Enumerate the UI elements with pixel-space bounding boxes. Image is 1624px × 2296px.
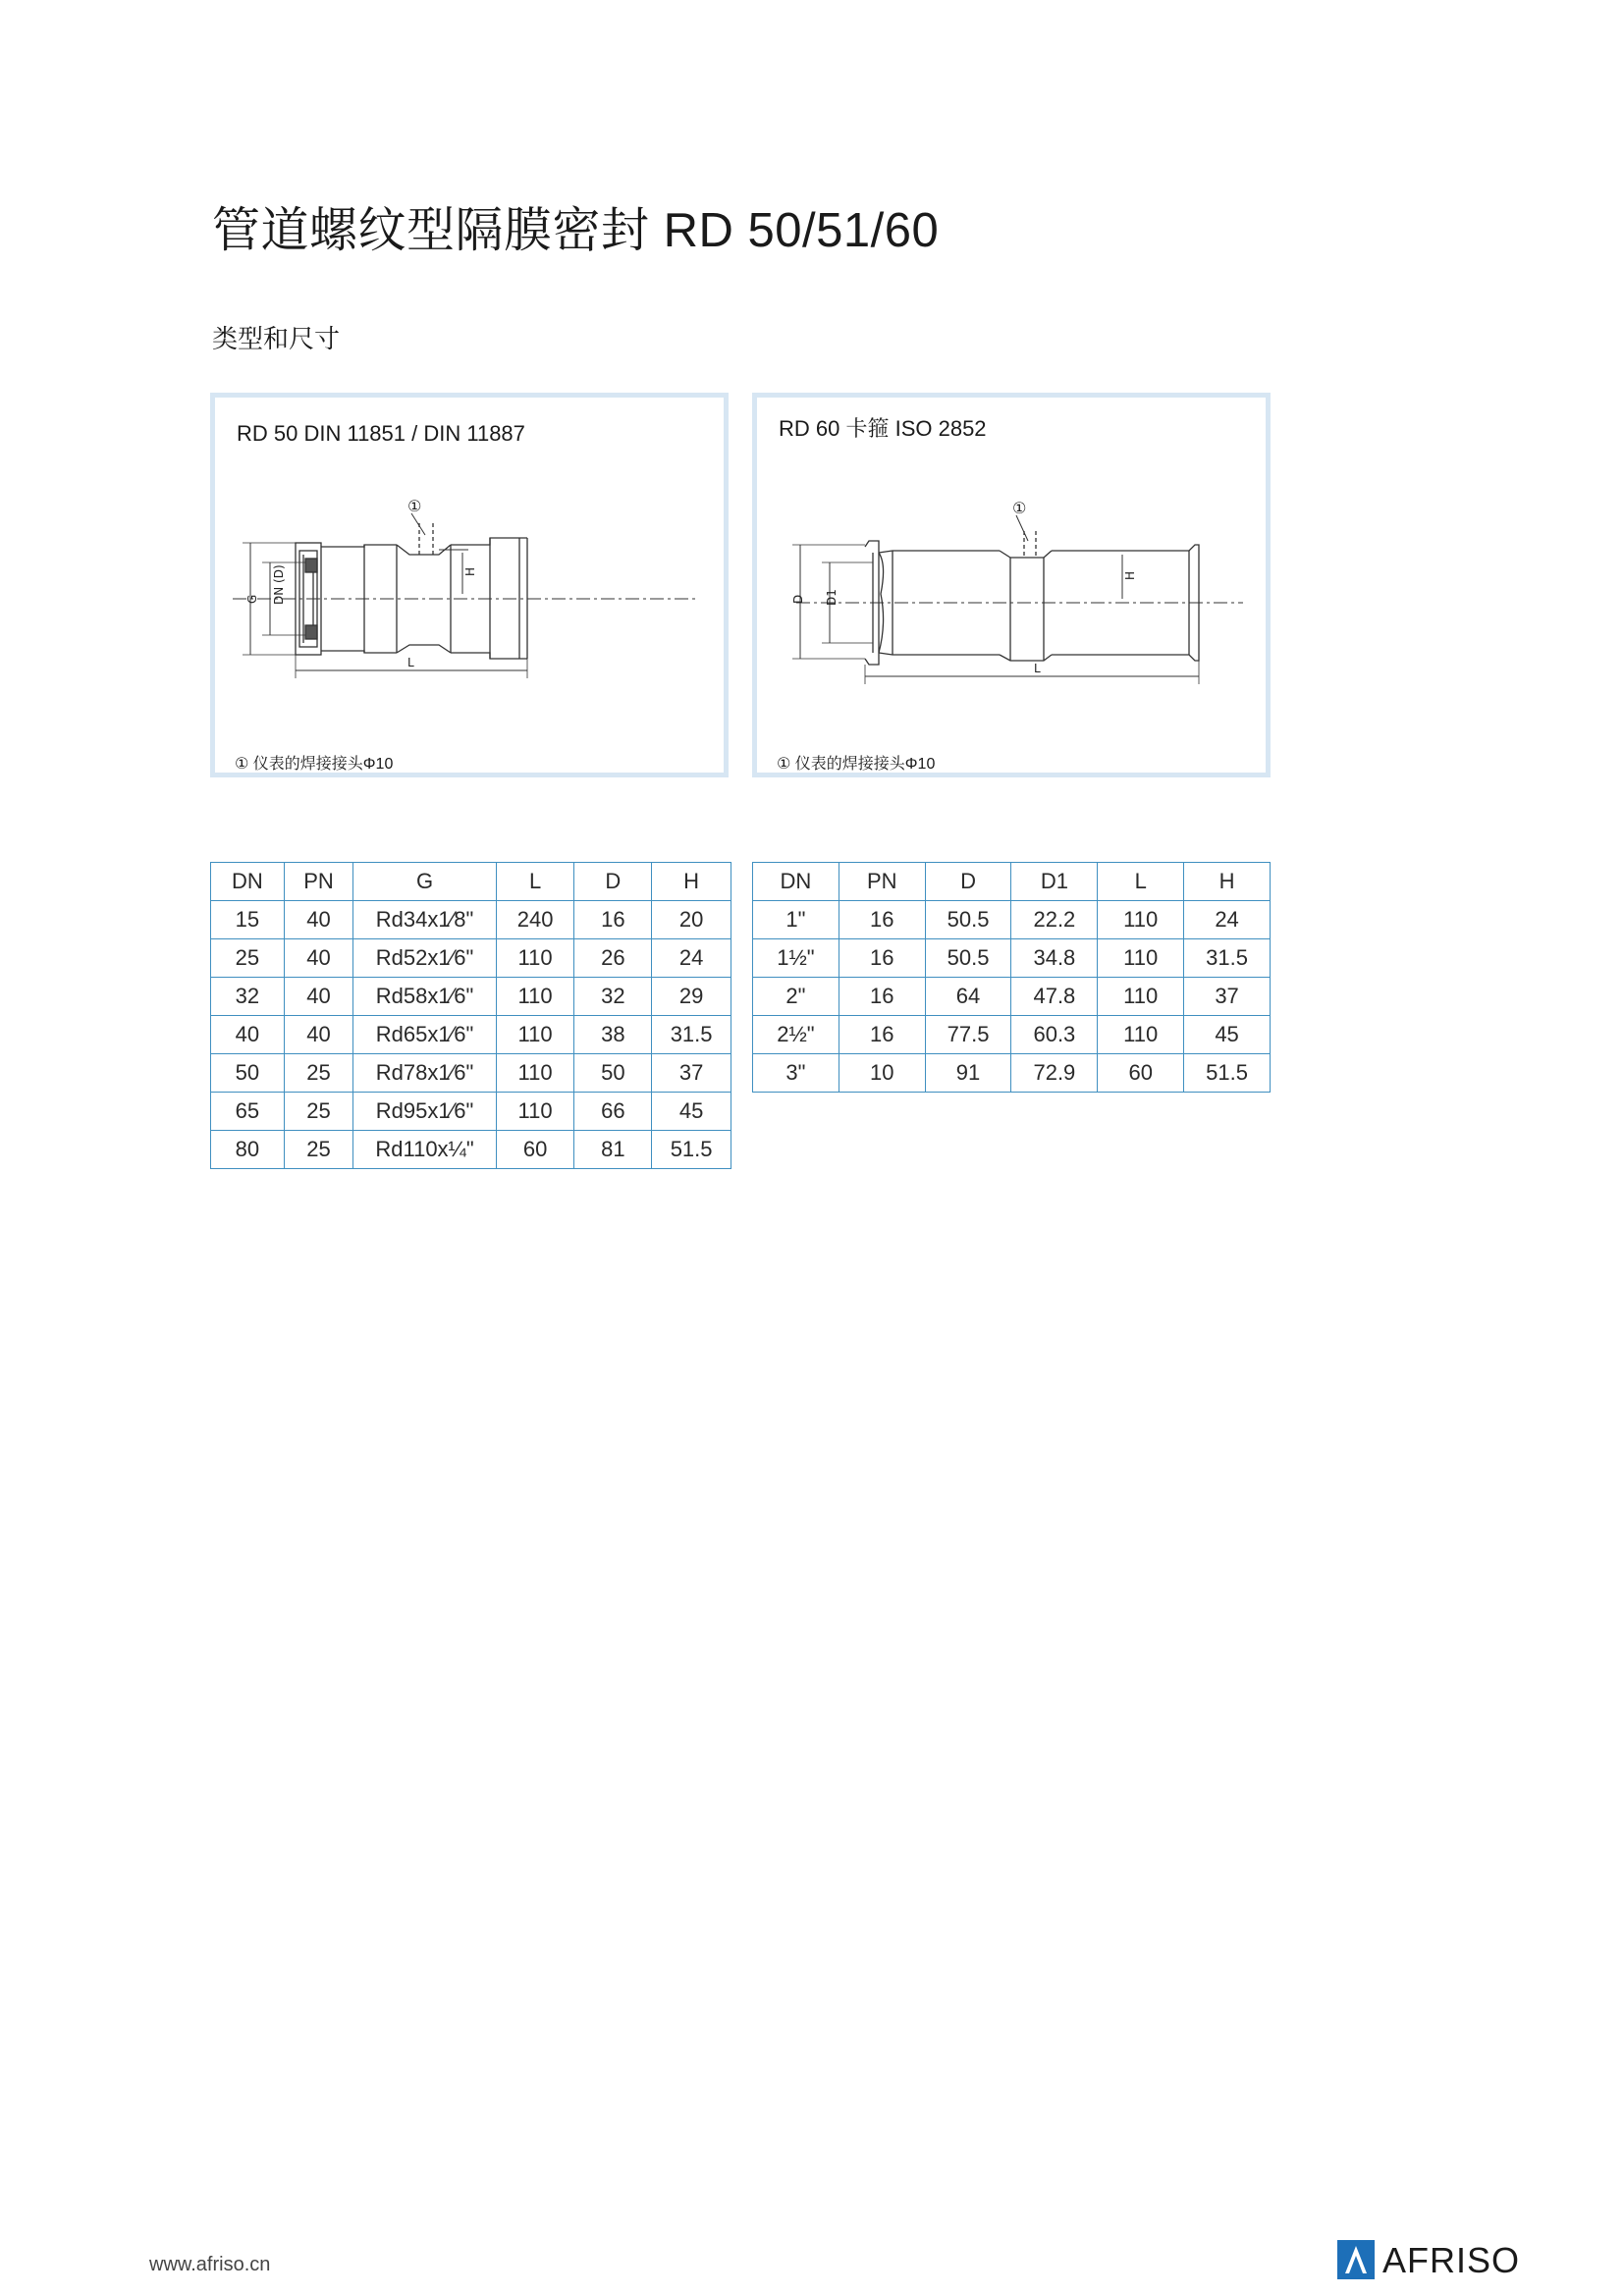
table-cell: 51.5 [1184, 1054, 1271, 1093]
table-cell: 60 [496, 1131, 574, 1169]
table-cell: 1" [753, 901, 839, 939]
rd60-drawing [757, 398, 1266, 773]
table-cell: 38 [574, 1016, 652, 1054]
table-row [211, 939, 731, 978]
table-cell: 10 [839, 1054, 925, 1093]
table-cell: 1½" [753, 939, 839, 978]
table-cell: 40 [284, 978, 353, 1016]
rd60-callout: ① [1012, 499, 1027, 517]
header-cell: H [652, 863, 731, 901]
table-cell: 37 [652, 1054, 731, 1093]
afriso-mark-icon [1337, 2240, 1375, 2279]
rd50-label-g: G [245, 594, 259, 604]
table-cell: 20 [652, 901, 731, 939]
rd60-label-h: H [1123, 570, 1137, 580]
table-cell: 110 [1098, 978, 1184, 1016]
table-row [211, 901, 731, 939]
table-cell: 110 [1098, 1016, 1184, 1054]
table-header-row [753, 863, 1271, 901]
page-title: 管道螺纹型隔膜密封 RD 50/51/60 [212, 204, 940, 257]
table-cell: Rd34x1⁄8" [353, 901, 496, 939]
footer-url[interactable]: www.afriso.cn [149, 2254, 271, 2275]
table-cell: 40 [284, 901, 353, 939]
table-cell: 110 [496, 939, 574, 978]
figure-rd60 [752, 393, 1271, 777]
table-cell: 40 [284, 1016, 353, 1054]
table-header-row [211, 863, 731, 901]
table-row [753, 1016, 1271, 1054]
table-cell: 25 [284, 1093, 353, 1131]
table-cell: 72.9 [1011, 1054, 1098, 1093]
header-cell: PN [284, 863, 353, 901]
table-cell: 80 [211, 1131, 285, 1169]
header-cell: G [353, 863, 496, 901]
table-cell: 34.8 [1011, 939, 1098, 978]
section-subtitle: 类型和尺寸 [212, 324, 341, 353]
table-cell: Rd58x1⁄6" [353, 978, 496, 1016]
header-cell: H [1184, 863, 1271, 901]
table-cell: 16 [839, 939, 925, 978]
rd50-drawing [215, 398, 724, 773]
table-cell: 110 [1098, 901, 1184, 939]
table-cell: 240 [496, 901, 574, 939]
rd50-dimensions-table [210, 862, 731, 1169]
table-row [753, 939, 1271, 978]
table-cell: 25 [284, 1054, 353, 1093]
table-cell: 37 [1184, 978, 1271, 1016]
table-cell: 2" [753, 978, 839, 1016]
table-cell: 15 [211, 901, 285, 939]
table-cell: 3" [753, 1054, 839, 1093]
table-row [753, 901, 1271, 939]
table-cell: 26 [574, 939, 652, 978]
table-cell: 45 [1184, 1016, 1271, 1054]
table-cell: 40 [211, 1016, 285, 1054]
table-cell: 60.3 [1011, 1016, 1098, 1054]
rd50-label-dn: DN (D) [272, 564, 286, 605]
afriso-logo [1337, 2238, 1553, 2281]
table-cell: Rd78x1⁄6" [353, 1054, 496, 1093]
header-cell: D1 [1011, 863, 1098, 901]
figure-rd60-note: ① 仪表的焊接接头Φ10 [777, 756, 936, 773]
table-row [211, 1093, 731, 1131]
table-cell: 77.5 [925, 1016, 1011, 1054]
table-cell: Rd110x¼" [353, 1131, 496, 1169]
rd60-dimensions-table [752, 862, 1271, 1093]
table-cell: 32 [574, 978, 652, 1016]
figure-rd60-title: RD 60 卡箍 ISO 2852 [779, 416, 987, 441]
table-cell: 50 [574, 1054, 652, 1093]
header-cell: PN [839, 863, 925, 901]
table-row [211, 1016, 731, 1054]
header-cell: D [925, 863, 1011, 901]
table-cell: 16 [839, 1016, 925, 1054]
table-cell: 51.5 [652, 1131, 731, 1169]
table-cell: 64 [925, 978, 1011, 1016]
table-cell: 25 [211, 939, 285, 978]
rd60-label-d1: D1 [825, 589, 839, 606]
table-cell: 81 [574, 1131, 652, 1169]
table-cell: 50 [211, 1054, 285, 1093]
table-cell: 47.8 [1011, 978, 1098, 1016]
table-cell: 110 [496, 1016, 574, 1054]
figure-rd50-title: RD 50 DIN 11851 / DIN 11887 [237, 421, 525, 446]
table-cell: 16 [574, 901, 652, 939]
rd50-callout: ① [407, 497, 422, 515]
table-cell: 110 [496, 978, 574, 1016]
table-cell: Rd95x1⁄6" [353, 1093, 496, 1131]
table-cell: 50.5 [925, 939, 1011, 978]
rd50-label-h: H [463, 566, 477, 576]
table-cell: 60 [1098, 1054, 1184, 1093]
table-row [753, 1054, 1271, 1093]
figure-rd50 [210, 393, 729, 777]
table-row [211, 978, 731, 1016]
table-row [753, 978, 1271, 1016]
table-row [211, 1054, 731, 1093]
table-cell: 31.5 [652, 1016, 731, 1054]
table-cell: 24 [1184, 901, 1271, 939]
rd50-label-l: L [407, 656, 414, 669]
table-cell: 40 [284, 939, 353, 978]
table-cell: 24 [652, 939, 731, 978]
header-cell: DN [211, 863, 285, 901]
header-cell: L [1098, 863, 1184, 901]
table-cell: 16 [839, 978, 925, 1016]
table-cell: 65 [211, 1093, 285, 1131]
table-cell: 16 [839, 901, 925, 939]
table-cell: 45 [652, 1093, 731, 1131]
table-cell: 31.5 [1184, 939, 1271, 978]
header-cell: D [574, 863, 652, 901]
table-cell: 32 [211, 978, 285, 1016]
table-cell: 110 [1098, 939, 1184, 978]
table-row [211, 1131, 731, 1169]
table-cell: Rd52x1⁄6" [353, 939, 496, 978]
table-cell: 22.2 [1011, 901, 1098, 939]
header-cell: DN [753, 863, 839, 901]
rd60-label-d: D [791, 594, 805, 604]
header-cell: L [496, 863, 574, 901]
table-cell: 29 [652, 978, 731, 1016]
table-cell: 66 [574, 1093, 652, 1131]
table-cell: 110 [496, 1093, 574, 1131]
table-cell: 91 [925, 1054, 1011, 1093]
table-cell: 110 [496, 1054, 574, 1093]
table-cell: 2½" [753, 1016, 839, 1054]
figure-rd50-note: ① 仪表的焊接接头Φ10 [235, 756, 394, 773]
table-cell: 50.5 [925, 901, 1011, 939]
brand-name: AFRISO [1382, 2240, 1521, 2280]
table-cell: Rd65x1⁄6" [353, 1016, 496, 1054]
rd60-label-l: L [1034, 662, 1041, 675]
table-cell: 25 [284, 1131, 353, 1169]
